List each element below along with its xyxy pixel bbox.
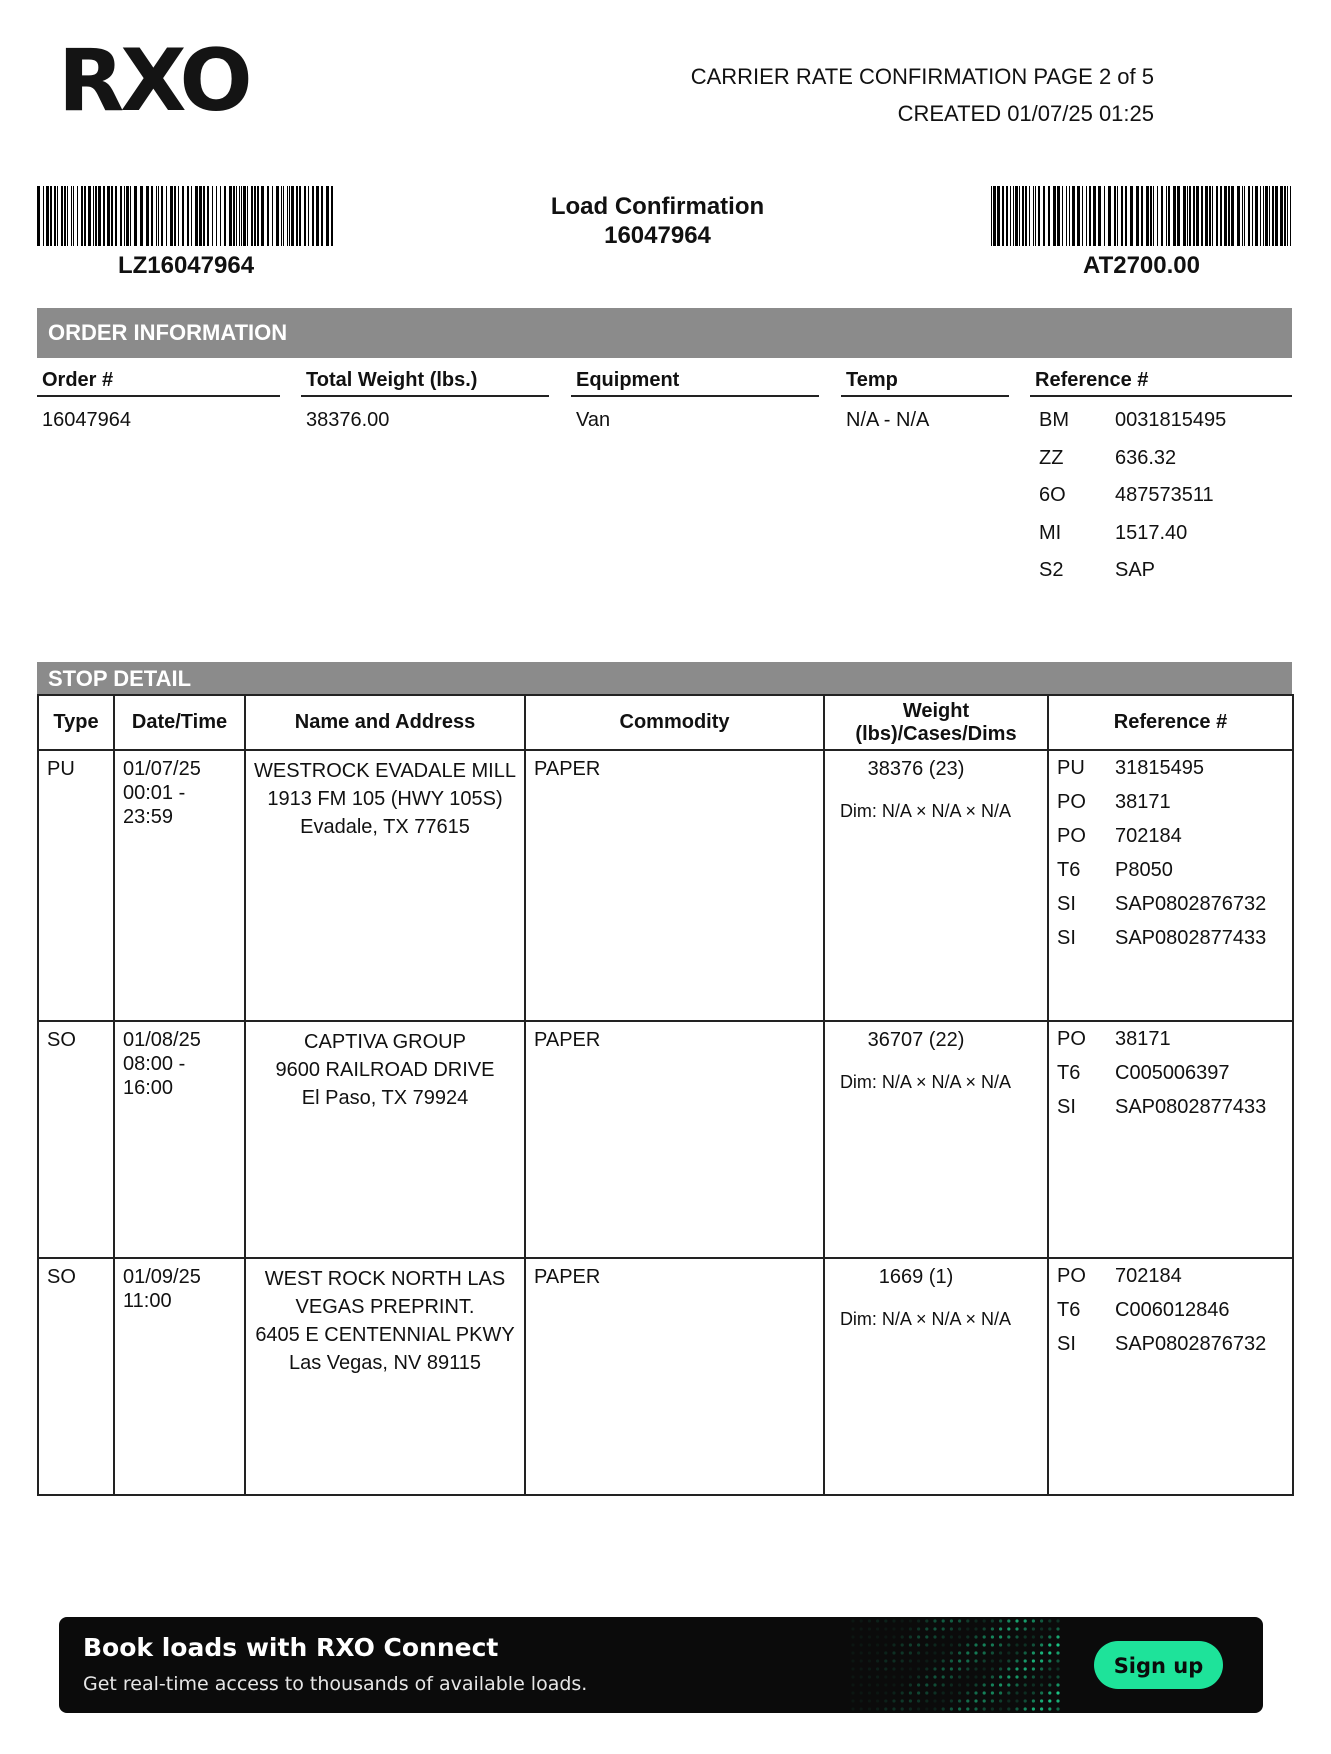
stop-commodity: PAPER	[525, 1021, 824, 1258]
ref-value: 38171	[1115, 791, 1171, 813]
stop-commodity: PAPER	[525, 1258, 824, 1495]
ref-value: 487573511	[1115, 484, 1214, 506]
ref-code: SI	[1057, 893, 1076, 915]
banner-headline: Book loads with RXO Connect	[83, 1633, 499, 1662]
barcode-right-label: AT2700.00	[1083, 252, 1200, 279]
stop-row	[38, 1021, 1293, 1258]
stop-address-street: 6405 E CENTENNIAL PKWY	[255, 1324, 515, 1346]
ref-value: 38171	[1115, 1028, 1171, 1050]
stop-detail-table	[37, 694, 1294, 1496]
order-number-value: 16047964	[42, 409, 131, 431]
stop-row	[38, 1258, 1293, 1495]
stop-date: 01/09/25	[123, 1266, 201, 1288]
barcode-left-label: LZ16047964	[117, 252, 255, 279]
ref-code: S2	[1039, 559, 1064, 581]
stop-address-city: Evadale, TX 77615	[300, 816, 470, 838]
stop-time: 08:00 - 16:00	[123, 1053, 186, 1099]
stop-time: 11:00	[123, 1290, 172, 1312]
order-information-header: ORDER INFORMATION	[37, 308, 1292, 358]
ref-code: MI	[1039, 521, 1062, 544]
order-reference-row	[1039, 559, 1292, 597]
ref-code: T6	[1057, 1062, 1081, 1084]
ref-code: ZZ	[1039, 446, 1064, 469]
rxo-logo: RXO	[58, 31, 249, 131]
stop-references	[1048, 1258, 1293, 1495]
col-temp: Temp	[841, 369, 1009, 397]
banner-subline: Get real-time access to thousands of available loads.	[83, 1673, 588, 1695]
page-indicator: CARRIER RATE CONFIRMATION PAGE 2 of 5	[690, 64, 1154, 89]
equipment-value: Van	[576, 409, 611, 431]
ref-code: PO	[1057, 825, 1086, 847]
ref-value: P8050	[1115, 859, 1173, 881]
stop-type: SO	[38, 1258, 114, 1495]
stop-address-name: WEST ROCK NORTH LAS VEGAS PREPRINT.	[264, 1268, 506, 1318]
ref-code: SI	[1057, 927, 1076, 949]
ref-value: C005006397	[1115, 1062, 1230, 1084]
ref-code: PO	[1057, 1028, 1086, 1050]
ref-value: SAP0802876732	[1115, 893, 1267, 915]
ref-value: 702184	[1115, 1265, 1182, 1287]
th-commodity: Commodity	[525, 695, 824, 750]
stop-address-name: WESTROCK EVADALE MILL	[254, 760, 516, 782]
stop-weight	[824, 1021, 1048, 1258]
th-weight: Weight (lbs)/Cases/Dims	[824, 695, 1048, 750]
ref-value: C006012846	[1115, 1299, 1230, 1321]
stop-dims: Dim: N/A × N/A × N/A	[839, 801, 1011, 821]
stop-weight-value: 38376 (23)	[867, 758, 965, 780]
stop-address	[245, 750, 525, 1021]
stop-commodity: PAPER	[525, 750, 824, 1021]
dot-pattern-decoration	[849, 1617, 1069, 1713]
th-reference: Reference #	[1048, 695, 1293, 750]
col-reference: Reference #	[1030, 369, 1292, 397]
ref-code: BM	[1039, 409, 1069, 431]
stop-type: PU	[38, 750, 114, 1021]
stop-address-name: CAPTIVA GROUP	[304, 1031, 466, 1053]
ref-code: PU	[1057, 757, 1085, 779]
ref-value: 702184	[1115, 825, 1182, 847]
stop-address-street: 1913 FM 105 (HWY 105S)	[267, 788, 503, 810]
ref-code: T6	[1057, 1299, 1081, 1321]
stop-address-city: El Paso, TX 79924	[301, 1087, 469, 1109]
stop-datetime	[114, 750, 245, 1021]
ref-code: SI	[1057, 1096, 1076, 1118]
order-reference-row	[1039, 447, 1292, 485]
ref-value: SAP	[1115, 559, 1156, 581]
rxo-connect-banner[interactable]	[59, 1617, 1263, 1713]
col-order-number: Order #	[37, 369, 280, 397]
stop-weight	[824, 750, 1048, 1021]
ref-code: 6O	[1039, 484, 1066, 506]
stop-date: 01/08/25	[123, 1029, 201, 1051]
ref-value: 31815495	[1115, 757, 1204, 779]
col-total-weight: Total Weight (lbs.)	[301, 369, 549, 397]
stop-detail-header: STOP DETAIL	[37, 662, 1292, 694]
stop-row	[38, 750, 1293, 1021]
title-line1: Load Confirmation	[550, 193, 765, 220]
order-reference-list	[1039, 409, 1292, 597]
stop-table-header-row	[38, 695, 1293, 750]
ref-value: SAP0802877433	[1115, 1096, 1267, 1118]
temp-value: N/A - N/A	[846, 409, 930, 431]
stop-dims: Dim: N/A × N/A × N/A	[839, 1309, 1011, 1329]
load-confirmation-title	[500, 192, 815, 250]
stop-weight	[824, 1258, 1048, 1495]
stop-type: SO	[38, 1021, 114, 1258]
sign-up-button[interactable]: Sign up	[1094, 1641, 1223, 1689]
stop-datetime	[114, 1258, 245, 1495]
order-reference-row	[1039, 409, 1292, 447]
stop-address-street: 9600 RAILROAD DRIVE	[275, 1059, 495, 1081]
stop-datetime	[114, 1021, 245, 1258]
total-weight-value: 38376.00	[306, 409, 390, 431]
barcode-right	[991, 186, 1292, 246]
stop-weight-value: 36707 (22)	[867, 1029, 965, 1051]
stop-address-city: Las Vegas, NV 89115	[289, 1352, 481, 1374]
ref-value: SAP0802876732	[1115, 1333, 1267, 1355]
col-equipment: Equipment	[571, 369, 819, 397]
stop-address	[245, 1258, 525, 1495]
ref-code: PO	[1057, 791, 1086, 813]
ref-code: PO	[1057, 1265, 1086, 1287]
ref-value: 1517.40	[1115, 521, 1188, 544]
barcode-left	[37, 186, 335, 246]
stop-references	[1048, 750, 1293, 1021]
order-reference-row	[1039, 484, 1292, 522]
title-load-number: 16047964	[604, 222, 711, 249]
th-name-address: Name and Address	[245, 695, 525, 750]
stop-address	[245, 1021, 525, 1258]
stop-time: 00:01 - 23:59	[123, 782, 186, 828]
th-type: Type	[38, 695, 114, 750]
stop-weight-value: 1669 (1)	[878, 1266, 954, 1288]
order-reference-row	[1039, 522, 1292, 560]
created-timestamp: CREATED 01/07/25 01:25	[897, 101, 1154, 126]
stop-dims: Dim: N/A × N/A × N/A	[839, 1072, 1011, 1092]
stop-references	[1048, 1021, 1293, 1258]
stop-date: 01/07/25	[123, 758, 201, 780]
ref-value: 636.32	[1115, 446, 1177, 469]
ref-code: SI	[1057, 1333, 1076, 1355]
ref-code: T6	[1057, 859, 1081, 881]
ref-value: SAP0802877433	[1115, 927, 1267, 949]
th-date-time: Date/Time	[114, 695, 245, 750]
ref-value: 0031815495	[1115, 409, 1227, 431]
